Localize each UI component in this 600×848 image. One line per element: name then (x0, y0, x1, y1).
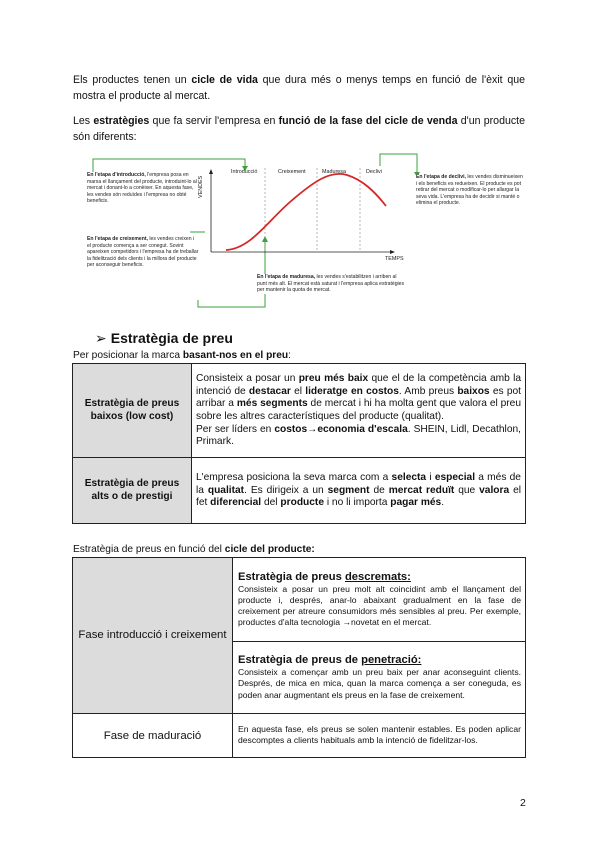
page-number: 2 (520, 797, 526, 809)
penetration-strategy-cell (233, 642, 526, 714)
product-life-cycle-diagram (85, 152, 525, 314)
penetration-strategy-text: Consisteix a començar amb un preu baix per anar aconseguint clients. Després, de mica en mica, quan la marca comença a ser coneguda, es poden anar augmentant els preus en la fase de creixement. (238, 667, 521, 700)
phase-label-growth: Creixement (278, 169, 306, 175)
low-cost-description: Consisteix a posar un preu més baix que el de la competència amb la intenció de destacar el lideratge en costos. Amb preus baixos es pot arribar a més segments de mercat i hi ha molta gent que valora el preu sobre les altres característiques del producte (qualitat). Per ser líders en costos→economia d'escala. SHEIN, Lidl, Decathlon, Primark. (192, 364, 526, 458)
premium-label: Estratègia de preus alts o de prestigi (73, 458, 192, 524)
sales-curve (226, 174, 386, 250)
table-row (73, 364, 526, 458)
intro-paragraph-2: Les estratègies que fa servir l'empresa en funció de la fase del cicle de venda d'un producte són diferents: (73, 115, 525, 143)
phase-separators (265, 168, 360, 252)
connector-arrowheads (242, 166, 420, 242)
phase-label-introduction: Introducció (231, 169, 258, 175)
phase-label-maturity: Maduresa (322, 169, 346, 175)
text-box-growth: En l'etapa de creixement, les vendes creixen i el producte comença a ser conegut. Sovint apareixen competidors i l'empresa ha de treballar la fidelització dels clients i la millora del producte per aconseguir beneficis. (87, 236, 199, 269)
table-row (73, 558, 526, 642)
phase-label-decline: Declivi (366, 169, 382, 175)
price-positioning-table (72, 363, 526, 524)
maturity-phase-text: En aquesta fase, els preus se solen mantenir estables. Es poden aplicar descomptes a clients habituals amb la intenció de fidelitzar-los. (233, 714, 526, 758)
life-cycle-pricing-table (72, 557, 526, 758)
x-axis-label: TEMPS (385, 256, 404, 262)
text-box-maturity: En l'etapa de maduresa, les vendes s'estabilitzen i arriben al punt més alt. El mercat està saturat i l'empresa aplica estratègies per mantenir la quota de mercat. (257, 274, 407, 294)
section-heading: ➢ Estratègia de preu (95, 330, 233, 346)
penetration-strategy-title: Estratègia de preus de penetració: (238, 654, 422, 667)
skimming-strategy-cell (233, 558, 526, 642)
skimming-strategy-title: Estratègia de preus descremats: (238, 570, 411, 583)
table-row (73, 714, 526, 758)
arrow-bullet-icon: ➢ (95, 330, 107, 346)
table-row (73, 458, 526, 524)
intro-paragraph-1: Els productes tenen un cicle de vida que dura més o menys temps en funció de l'èxit que mostra el producte al mercat. (73, 74, 525, 102)
text-box-introduction: En l'etapa d'introducció, l'empresa posa en marxa el llançament del producte, introduint-lo al mercat i donant-lo a conèixer. En aquesta fase, les vendes són reduïdes i l'empresa no obté beneficis. (87, 172, 197, 205)
skimming-strategy-text: Consisteix a posar un preu molt alt coincidint amb el llançament del producte i, després, anar-lo abaixant gradualment en la fase de creixement per atreure consumidors més sensibles al preu. Per exemple, productes d'alta tecnologia →novetat en el mercat. (238, 583, 521, 628)
low-cost-label: Estratègia de preus baixos (low cost) (73, 364, 192, 458)
intro-growth-phase-label: Fase introducció i creixement (73, 558, 233, 714)
y-axis-label: VENDES (198, 175, 204, 198)
text-box-decline: En l'etapa de declivi, les vendes disminueixen i els beneficis es redueixen. El producte es pot retirar del mercat o modificar-lo per allargar la seva vida. L'empresa ha de decidir si manté o elimina el producte. (416, 174, 523, 207)
premium-description: L'empresa posiciona la seva marca com a selecta i especial a més de la qualitat. Es dirigeix a un segment de mercat reduït que valora el fet diferencial del producte i no li importa pagar més. (192, 458, 526, 524)
caption-life-cycle-pricing: Estratègia de preus en funció del cicle del producte: (73, 544, 315, 555)
maturity-phase-label: Fase de maduració (73, 714, 233, 758)
caption-price-positioning: Per posicionar la marca basant-nos en el preu: (73, 350, 291, 361)
